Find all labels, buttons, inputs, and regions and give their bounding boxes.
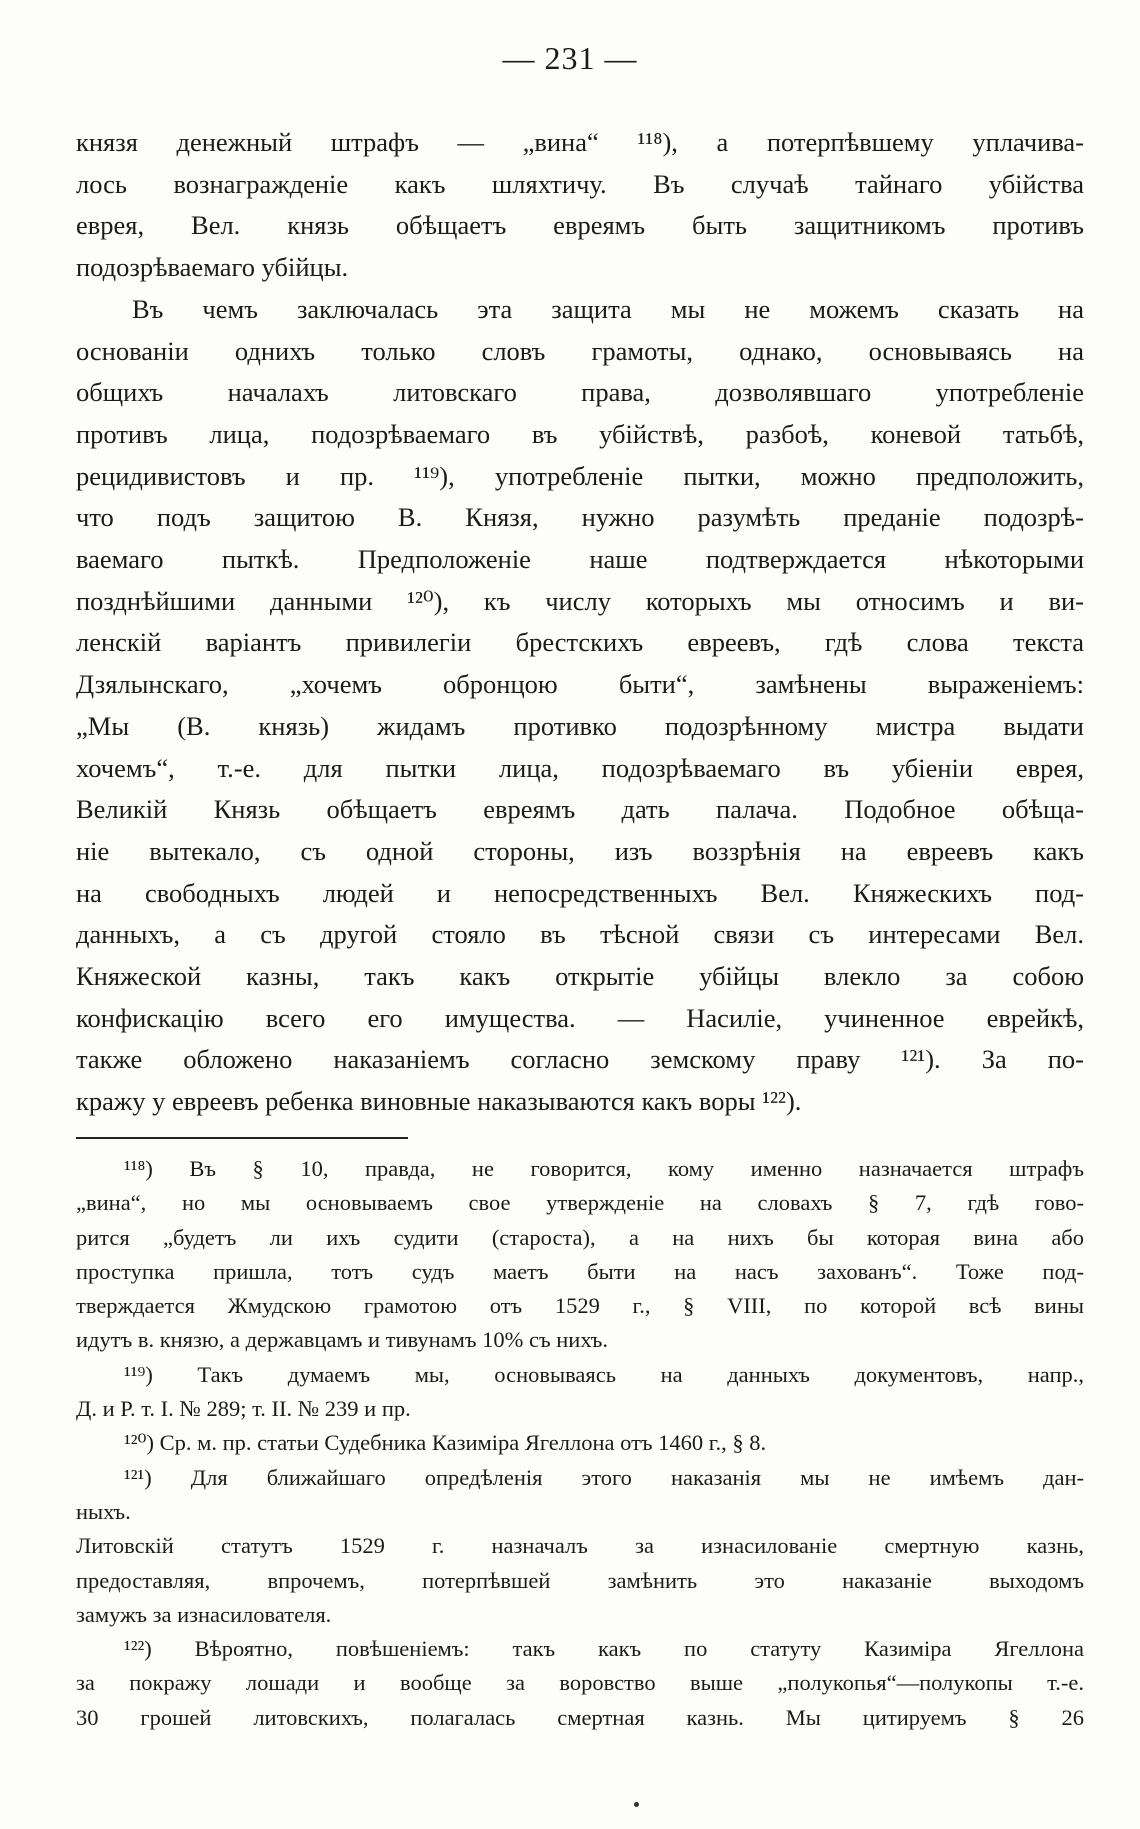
print-speck (634, 1802, 639, 1807)
footnote-line: Литовскій статутъ 1529 г. назначалъ за изнасилованіе смертную казнь, (76, 1533, 1084, 1559)
text-line: лось вознагражденіе какъ шляхтичу. Въ случаѣ тайнаго убійства (76, 168, 1084, 199)
page-number: — 231 — (502, 40, 638, 76)
text-line: конфискацію всего его имущества. — Насиліе, учиненное еврейкѣ, (76, 1002, 1084, 1033)
text-line: ніе вытекало, съ одной стороны, изъ воззрѣнія на евреевъ какъ (76, 835, 1084, 866)
text-line: ваемаго пыткѣ. Предположеніе наше подтверждается нѣкоторыми (76, 544, 1084, 575)
text-line: рецидивистовъ и пр. ¹¹⁹), употребленіе пытки, можно предположить, (76, 460, 1084, 491)
text-line: позднѣйшими данными ¹²⁰), къ числу которыхъ мы относимъ и ви- (76, 585, 1084, 616)
footnote-line: за покражу лошади и вообще за воровство выше „полукопья“—полукопы т.-е. (76, 1670, 1084, 1696)
footnote-120: ¹²⁰) Ср. м. пр. статьи Судебника Казиміра Ягеллона отъ 1460 г., § 8. (124, 1430, 767, 1456)
footnote-line: предоставляя, впрочемъ, потерпѣвшей замѣнить это наказаніе выходомъ (76, 1567, 1084, 1593)
footnote-line: 30 грошей литовскихъ, полагалась смертная казнь. Мы цитируемъ § 26 (76, 1704, 1084, 1730)
footnote-line: ныхъ. (76, 1498, 131, 1524)
text-line: еврея, Вел. князь обѣщаетъ евреямъ быть защитникомъ противъ (76, 210, 1084, 241)
footnote-line: проступка пришла, тотъ судъ маетъ быти на насъ захованъ“. Тоже под- (76, 1258, 1084, 1284)
text-line: Въ чемъ заключалась эта защита мы не можемъ сказать на (132, 293, 1084, 324)
text-line: князя денежный штрафъ — „вина“ ¹¹⁸), а потерпѣвшему уплачива- (76, 127, 1084, 157)
text-line: данныхъ, а съ другой стояло въ тѣсной связи съ интересами Вел. (76, 919, 1084, 950)
footnote-line: замужъ за изнасилователя. (76, 1601, 332, 1627)
text-line: ленскій варіантъ привилегіи брестскихъ евреевъ, гдѣ слова текста (76, 627, 1084, 658)
text-line: Дзялынскаго, „хочемъ обронцою быти“, замѣнены выраженіемъ: (76, 669, 1084, 700)
footnote-line: тверждается Жмудскою грамотою отъ 1529 г., § VIII, по которой всѣ вины (76, 1293, 1084, 1319)
text-line: кражу у евреевъ ребенка виновные наказываются какъ воры ¹²²). (76, 1086, 802, 1117)
footnote-line: идутъ в. князю, а державцамъ и тивунамъ 10% съ нихъ. (76, 1327, 608, 1353)
text-line: основаніи однихъ только словъ грамоты, однако, основываясь на (76, 335, 1084, 366)
text-line: противъ лица, подозрѣваемаго въ убійствѣ, разбоѣ, коневой татьбѣ, (76, 418, 1084, 449)
text-line: также обложено наказаніемъ согласно земскому праву ¹²¹). За по- (76, 1044, 1084, 1075)
footnote-121: ¹²¹) Для ближайшаго опредѣленія этого наказанія мы не имѣемъ дан- (124, 1464, 1084, 1490)
text-line: на свободныхъ людей и непосредственныхъ Вел. Княжескихъ под- (76, 877, 1084, 908)
text-line: Княжеской казны, такъ какъ открытіе убійцы влекло за собою (76, 961, 1084, 992)
text-line: что подъ защитою В. Князя, нужно разумѣть преданіе подозрѣ- (76, 502, 1084, 533)
footnote-119: ¹¹⁹) Такъ думаемъ мы, основываясь на данныхъ документовъ, напр., (124, 1361, 1084, 1387)
footnote-line: Д. и Р. т. I. № 289; т. II. № 239 и пр. (76, 1396, 411, 1422)
footnote-line: рится „будетъ ли ихъ судити (староста), а на нихъ бы которая вина або (76, 1224, 1084, 1250)
footnote-separator (76, 1137, 408, 1139)
footnote-122: ¹²²) Вѣроятно, повѣшеніемъ: такъ какъ по статуту Казиміра Ягеллона (124, 1636, 1084, 1662)
text-line: подозрѣваемаго убійцы. (76, 252, 349, 283)
text-line: общихъ началахъ литовскаго права, дозволявшаго употребленіе (76, 377, 1084, 408)
text-line: хочемъ“, т.-е. для пытки лица, подозрѣваемаго въ убіеніи еврея, (76, 752, 1084, 783)
footnotes (76, 1152, 1084, 1735)
footnote-line: „вина“, но мы основываемъ свое утвержденіе на словахъ § 7, гдѣ гово- (76, 1190, 1084, 1216)
text-line: Великій Князь обѣщаетъ евреямъ дать палача. Подобное обѣща- (76, 794, 1084, 825)
footnote-118: ¹¹⁸) Въ § 10, правда, не говорится, кому именно назначается штрафъ (124, 1156, 1084, 1181)
text-line: „Мы (В. князь) жидамъ противко подозрѣнному мистра выдати (76, 710, 1084, 741)
main-text (76, 122, 1084, 1123)
